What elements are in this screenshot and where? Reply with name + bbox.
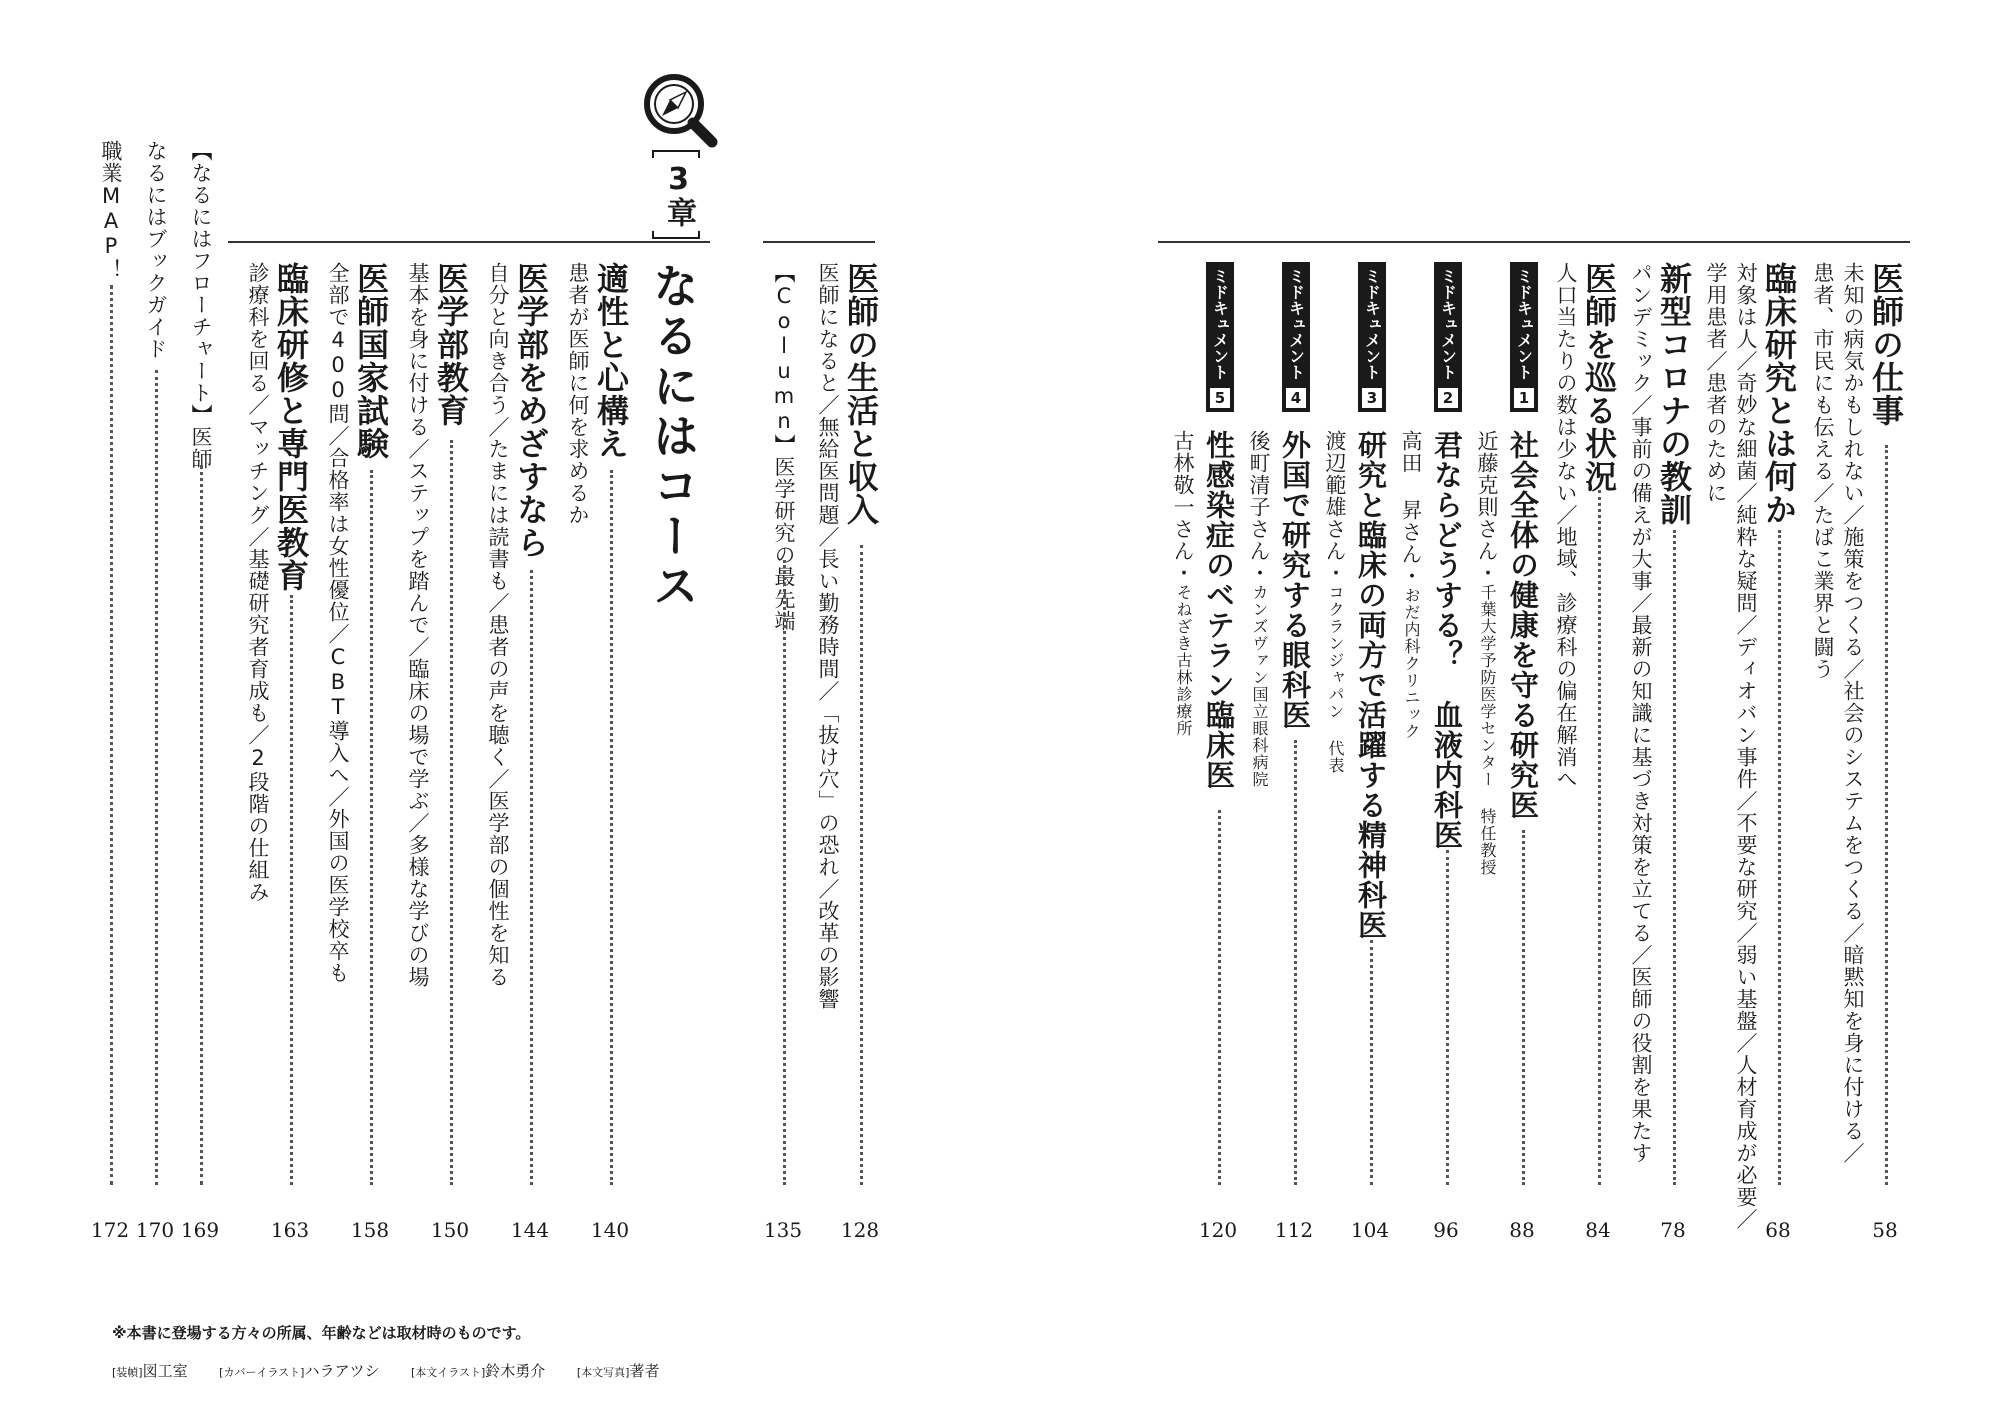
- credit-text-illust: [本文イラスト]鈴木勇介: [411, 1362, 546, 1380]
- toc-flowchart[interactable]: 【なるにはフローチャート】医師: [189, 140, 213, 470]
- toc-sub-doctor-work-1: 未知の病気かもしれない／施策をつくる／社会のシステムをつくる／暗黙知を身に付ける／: [1841, 262, 1865, 1164]
- toc-page-document-4[interactable]: 112: [1274, 1218, 1314, 1242]
- toc-sub-med-school-aim: 自分と向き合う／たまには読書も／患者の声を聴く／医学部の個性を知る: [486, 262, 510, 988]
- toc-leader-covid-lessons: [1673, 530, 1676, 1185]
- toc-heading-aptitude[interactable]: 適性と心構え: [592, 262, 630, 460]
- toc-leader-document-1: [1522, 830, 1525, 1185]
- chapter-label: 3章: [652, 150, 700, 239]
- toc-page-career-map[interactable]: 172: [90, 1218, 130, 1242]
- toc-column[interactable]: 【Column】医学研究の最先端: [772, 262, 796, 632]
- toc-leader-med-school-aim: [530, 570, 533, 1185]
- toc-leader-book-guide: [155, 370, 158, 1185]
- toc-leader-doctor-work: [1885, 445, 1888, 1185]
- toc-sub-clinical-research-1: 対象は人／奇妙な細菌／純粋な疑問／ディオバン事件／不要な研究／弱い基盤／人材育成が必要／: [1734, 262, 1758, 1230]
- toc-heading-doctor-life[interactable]: 医師の生活と収入: [842, 262, 880, 526]
- toc-leader-doctor-situation: [1598, 490, 1601, 1185]
- document-badge-5: ミドキュメント 5: [1206, 262, 1234, 412]
- toc-sub-aptitude: 患者が医師に何を求めるか: [566, 262, 590, 526]
- toc-page-document-5[interactable]: 120: [1198, 1218, 1238, 1242]
- toc-page-covid-lessons[interactable]: 78: [1660, 1218, 1686, 1242]
- toc-page-document-3[interactable]: 104: [1350, 1218, 1390, 1242]
- document-badge-2: ミドキュメント 2: [1434, 262, 1462, 412]
- footer-note: ※本書に登場する方々の所属、年齢などは取材時のものです。: [112, 1324, 531, 1342]
- chapter-title: なるにはコース: [646, 262, 700, 612]
- toc-heading-document-1[interactable]: 社会全体の健康を守る研究医: [1506, 430, 1540, 820]
- toc-leader-national-exam: [370, 470, 373, 1185]
- toc-heading-national-exam[interactable]: 医師国家試験: [352, 262, 390, 460]
- toc-page-document-1[interactable]: 88: [1509, 1218, 1535, 1242]
- toc-page-book-guide[interactable]: 170: [135, 1218, 175, 1242]
- toc-page-national-exam[interactable]: 158: [350, 1218, 390, 1242]
- toc-heading-med-education[interactable]: 医学部教育: [432, 262, 470, 427]
- top-rule-left-a: [763, 241, 875, 243]
- toc-person-document-1: 近藤克則さん・千葉大学予防医学センター 特任教授: [1475, 430, 1499, 876]
- toc-heading-doctor-work[interactable]: 医師の仕事: [1867, 262, 1905, 427]
- toc-leader-clinical-research: [1778, 530, 1781, 1185]
- document-badge-3: ミドキュメント 3: [1358, 262, 1386, 412]
- toc-person-document-5: 古林敬一さん・そねざき古林診療所: [1171, 430, 1195, 737]
- toc-page-flowchart[interactable]: 169: [180, 1218, 220, 1242]
- toc-person-document-2: 高田 昇さん・おだ内科クリニック: [1399, 430, 1423, 740]
- magnifier-compass-icon: [640, 70, 720, 150]
- toc-heading-document-4[interactable]: 外国で研究する眼科医: [1278, 430, 1312, 730]
- toc-page-aptitude[interactable]: 140: [590, 1218, 630, 1242]
- toc-heading-residency[interactable]: 臨床研修と専門医教育: [272, 262, 310, 592]
- toc-person-document-4: 後町清子さん・カンズヴァン国立眼科病院: [1247, 430, 1271, 788]
- toc-leader-column: [783, 560, 786, 1185]
- toc-career-map[interactable]: 職業MAP！: [99, 140, 123, 281]
- toc-page-med-school-aim[interactable]: 144: [510, 1218, 550, 1242]
- toc-heading-document-3[interactable]: 研究と臨床の両方で活躍する精神科医: [1354, 430, 1388, 940]
- toc-page-clinical-research[interactable]: 68: [1765, 1218, 1791, 1242]
- toc-leader-aptitude: [610, 470, 613, 1185]
- toc-heading-covid-lessons[interactable]: 新型コロナの教訓: [1655, 262, 1693, 526]
- toc-sub-doctor-situation: 人口当たりの数は少ない／地域、診療科の偏在解消へ: [1554, 262, 1578, 790]
- toc-sub-med-education: 基本を身に付ける／ステップを踏んで／臨床の場で学ぶ／多様な学びの場: [406, 262, 430, 988]
- top-rule-left-b: [228, 241, 710, 243]
- toc-heading-document-2[interactable]: 君ならどうする？ 血液内科医: [1430, 430, 1464, 850]
- toc-heading-document-5[interactable]: 性感染症のベテラン臨床医: [1202, 430, 1236, 790]
- document-badge-1: ミドキュメント 1: [1510, 262, 1538, 412]
- toc-page-doctor-work[interactable]: 58: [1872, 1218, 1898, 1242]
- toc-sub-residency: 診療科を回る／マッチング／基礎研究者育成も／2段階の仕組み: [246, 262, 270, 903]
- toc-sub-doctor-life: 医師になると／無給医問題／長い勤務時間／「抜け穴」の恐れ／改革の影響: [816, 262, 840, 1010]
- toc-page-doctor-life[interactable]: 128: [840, 1218, 880, 1242]
- toc-leader-document-4: [1294, 740, 1297, 1185]
- top-rule-right: [1158, 241, 1910, 243]
- toc-page-med-education[interactable]: 150: [430, 1218, 470, 1242]
- toc-leader-med-education: [450, 440, 453, 1185]
- toc-page-doctor-situation[interactable]: 84: [1585, 1218, 1611, 1242]
- toc-heading-med-school-aim[interactable]: 医学部をめざすなら: [512, 262, 550, 559]
- toc-leader-flowchart: [200, 465, 203, 1185]
- toc-page-document-2[interactable]: 96: [1433, 1218, 1459, 1242]
- toc-leader-doctor-life: [860, 545, 863, 1185]
- toc-leader-document-2: [1446, 850, 1449, 1185]
- toc-person-document-3: 渡辺範雄さん・コクランジャパン 代表: [1323, 430, 1347, 774]
- toc-leader-career-map: [110, 285, 113, 1185]
- toc-leader-document-5: [1218, 810, 1221, 1185]
- toc-page-residency[interactable]: 163: [270, 1218, 310, 1242]
- credit-binding: [装幀]図工室: [112, 1362, 188, 1380]
- toc-leader-residency: [290, 595, 293, 1185]
- toc-sub-national-exam: 全部で400問／合格率は女性優位／CBT導入へ／外国の医学校卒も: [326, 262, 350, 984]
- footer-credits: [112, 1360, 659, 1381]
- toc-sub-covid-lessons: パンデミック／事前の備えが大事／最新の知識に基づき対策を立てる／医師の役割を果たす: [1629, 262, 1653, 1164]
- credit-text-photo: [本文写真]著者: [576, 1362, 660, 1380]
- toc-book-guide[interactable]: なるにはブックガイド: [144, 140, 168, 360]
- toc-page-column[interactable]: 135: [763, 1218, 803, 1242]
- toc-leader-document-3: [1370, 940, 1373, 1185]
- toc-sub-clinical-research-2: 学用患者／患者のために: [1704, 262, 1728, 504]
- credit-cover-illust: [カバーイラスト]ハラアツシ: [219, 1362, 380, 1380]
- document-badge-4: ミドキュメント 4: [1282, 262, 1310, 412]
- toc-sub-doctor-work-2: 患者、市民にも伝える／たばこ業界と闘う: [1811, 262, 1835, 680]
- toc-heading-doctor-situation[interactable]: 医師を巡る状況: [1580, 262, 1618, 493]
- toc-heading-clinical-research[interactable]: 臨床研究とは何か: [1760, 262, 1798, 526]
